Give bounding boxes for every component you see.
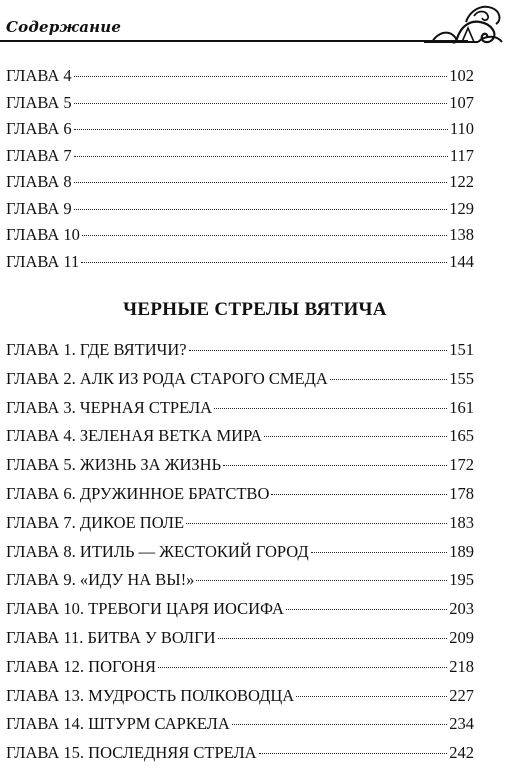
toc-entry <box>6 570 474 599</box>
toc-entry <box>6 599 474 628</box>
dot-leader <box>271 493 447 495</box>
dot-leader <box>189 349 448 351</box>
section-title: ЧЕРНЫЕ СТРЕЛЫ ВЯТИЧА <box>123 299 387 320</box>
toc-entry <box>6 484 474 513</box>
toc-entry-label: ГЛАВА 6 <box>6 119 72 138</box>
toc-entry-page: 178 <box>449 483 474 503</box>
toc-entry-label: ГЛАВА 8 <box>6 172 72 191</box>
toc-entry <box>6 542 474 571</box>
toc-entry <box>6 628 474 657</box>
toc-entry-label: ГЛАВА 6. ДРУЖИННОЕ БРАТСТВО <box>6 483 270 503</box>
toc-entry <box>6 743 474 772</box>
toc-entry-label: ГЛАВА 2. АЛК ИЗ РОДА СТАРОГО СМЕДА <box>6 368 328 388</box>
toc-entry-page: 129 <box>449 198 474 218</box>
running-title: Содержание <box>6 18 122 36</box>
toc-entry <box>6 146 474 173</box>
toc-entry-page: 151 <box>449 340 474 359</box>
toc-entry <box>6 252 474 279</box>
toc-entry-label: ГЛАВА 9. «ИДУ НА ВЫ!» <box>6 570 195 590</box>
header-rule <box>0 40 468 42</box>
toc-entry-label: ГЛАВА 10. ТРЕВОГИ ЦАРЯ ИОСИФА <box>6 599 284 619</box>
dot-leader <box>214 407 447 409</box>
toc-entry-label: ГЛАВА 7 <box>6 145 72 165</box>
toc-entry <box>6 686 474 715</box>
toc-entry-page: 183 <box>449 512 474 532</box>
toc-entry-page: 117 <box>449 145 474 165</box>
toc-entry-label: ГЛАВА 5 <box>6 92 72 112</box>
toc-entry-page: 110 <box>449 119 474 138</box>
toc-entry-page: 138 <box>449 225 474 244</box>
toc-entry-label: ГЛАВА 9 <box>6 198 72 218</box>
toc-entry <box>6 225 474 252</box>
dot-leader <box>81 261 447 263</box>
toc-entry-label: ГЛАВА 4 <box>6 66 72 85</box>
toc-part-1 <box>6 66 474 278</box>
toc-entry <box>6 714 474 743</box>
toc-entry-page: 227 <box>449 685 474 705</box>
toc-entry-label: ГЛАВА 13. МУДРОСТЬ ПОЛКОВОДЦА <box>6 685 295 705</box>
toc-entry <box>6 657 474 686</box>
dot-leader <box>74 128 448 130</box>
toc-entry <box>6 455 474 484</box>
dot-leader <box>74 155 448 157</box>
toc-entry <box>6 172 474 199</box>
dot-leader <box>74 208 448 210</box>
toc-entry <box>6 398 474 427</box>
dot-leader <box>196 579 447 581</box>
toc-entry-page: 102 <box>449 66 474 85</box>
dot-leader <box>264 435 447 437</box>
toc-entry-page: 203 <box>449 599 474 619</box>
toc-entry-label: ГЛАВА 10 <box>6 225 80 244</box>
toc-entry-page: 242 <box>449 743 474 763</box>
toc-entry-page: 172 <box>449 455 474 475</box>
dot-leader <box>223 464 447 466</box>
toc-entry-label: ГЛАВА 3. ЧЕРНАЯ СТРЕЛА <box>6 397 213 417</box>
toc-entry <box>6 93 474 120</box>
toc-entry-label: ГЛАВА 4. ЗЕЛЕНАЯ ВЕТКА МИРА <box>6 426 263 446</box>
toc-entry-page: 234 <box>449 714 474 734</box>
toc-entry <box>6 199 474 226</box>
toc-entry-page: 107 <box>449 92 474 112</box>
toc-entry <box>6 513 474 542</box>
dot-leader <box>286 608 447 610</box>
dot-leader <box>74 75 448 77</box>
dot-leader <box>232 723 447 725</box>
toc-entry <box>6 66 474 93</box>
dot-leader <box>158 666 447 668</box>
toc-entry <box>6 369 474 398</box>
toc-entry-page: 161 <box>449 397 474 417</box>
toc-entry <box>6 426 474 455</box>
dot-leader <box>259 752 448 754</box>
toc-entry-label: ГЛАВА 8. ИТИЛЬ — ЖЕСТОКИЙ ГОРОД <box>6 541 309 561</box>
dot-leader <box>74 102 448 104</box>
toc-entry-page: 218 <box>449 656 474 676</box>
toc-entry-label: ГЛАВА 15. ПОСЛЕДНЯЯ СТРЕЛА <box>6 743 257 763</box>
toc-entry-page: 122 <box>449 172 474 191</box>
toc-entry-page: 189 <box>449 541 474 561</box>
toc-entry-page: 209 <box>449 627 474 647</box>
dot-leader <box>186 522 447 524</box>
toc-entry-page: 155 <box>449 368 474 388</box>
toc-entry-page: 165 <box>449 426 474 446</box>
toc-entry-label: ГЛАВА 11 <box>6 251 80 271</box>
toc-entry-label: ГЛАВА 12. ПОГОНЯ <box>6 656 156 676</box>
toc-entry-label: ГЛАВА 7. ДИКОЕ ПОЛЕ <box>6 512 185 532</box>
ornament-icon <box>422 2 506 46</box>
dot-leader <box>311 551 448 553</box>
page-header <box>0 0 510 48</box>
dot-leader <box>296 695 447 697</box>
toc-entry-page: 195 <box>449 570 474 590</box>
dot-leader <box>330 378 447 380</box>
toc-entry <box>6 340 474 369</box>
toc-entry <box>6 119 474 146</box>
dot-leader <box>82 234 447 236</box>
dot-leader <box>218 637 448 639</box>
toc-entry-label: ГЛАВА 5. ЖИЗНЬ ЗА ЖИЗНЬ <box>6 455 222 475</box>
toc-entry-label: ГЛАВА 11. БИТВА У ВОЛГИ <box>6 627 216 647</box>
toc-entry-label: ГЛАВА 14. ШТУРМ САРКЕЛА <box>6 714 230 734</box>
toc-entry-label: ГЛАВА 1. ГДЕ ВЯТИЧИ? <box>6 340 187 359</box>
toc-entry-page: 144 <box>449 251 474 271</box>
dot-leader <box>74 181 448 183</box>
toc-part-2 <box>6 340 474 772</box>
